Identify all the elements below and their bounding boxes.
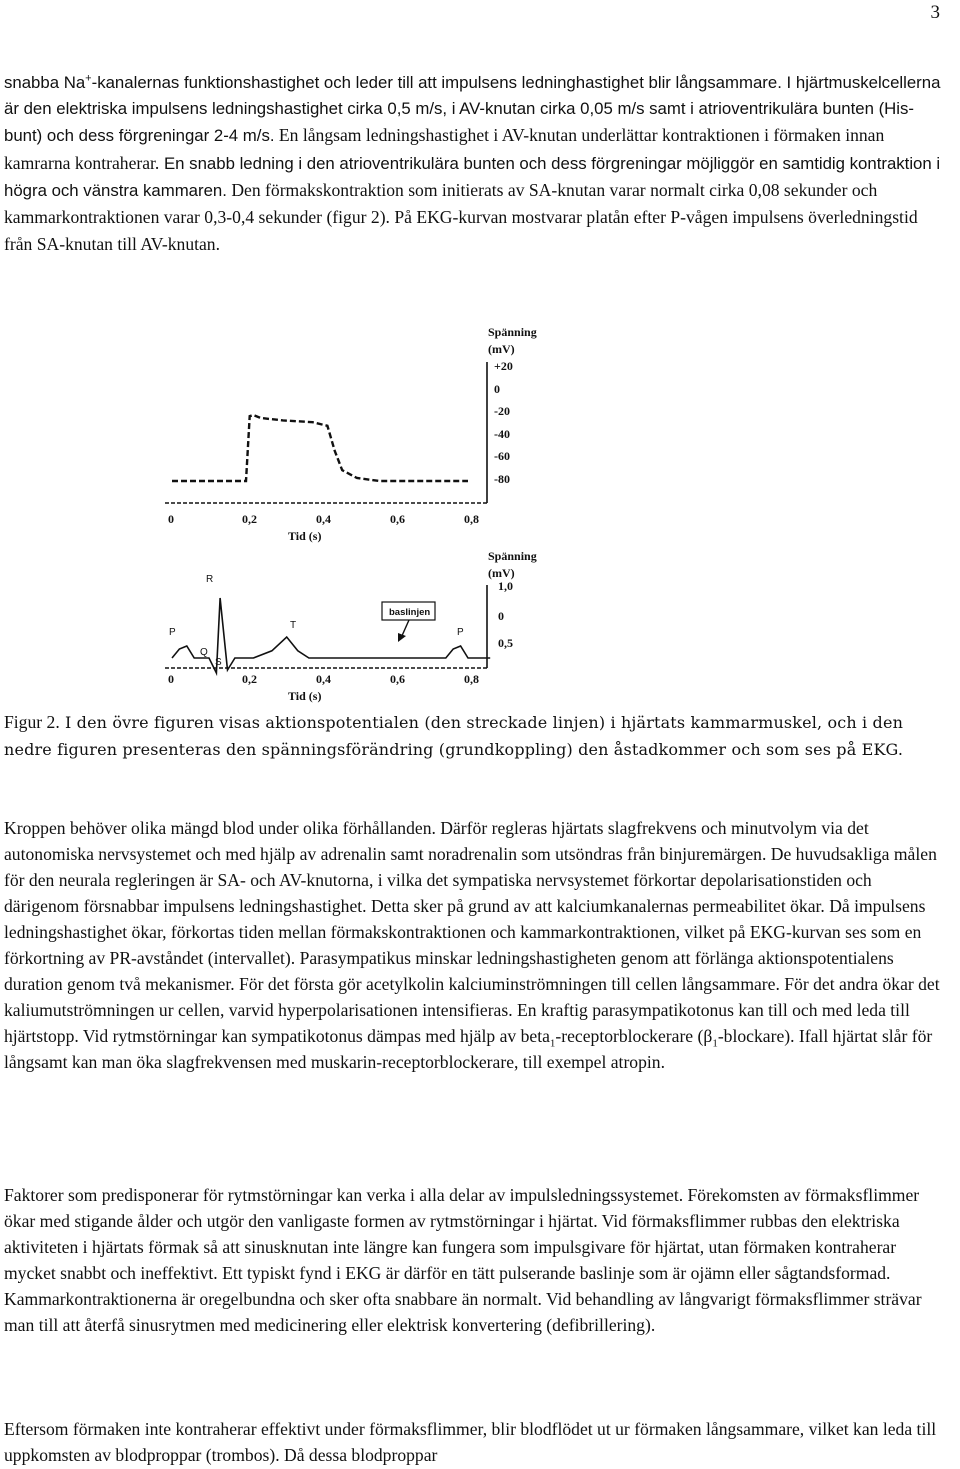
p2-subscript-1: 1: [549, 1037, 556, 1050]
paragraph-4: Eftersom förmaken inte kontraherar effektivt under förmaksflimmer, blir blodflödet ut ur förmaken långsammare, vilket kan leda till uppkomsten av blodproppar (trombos). Då dessa blodproppar: [4, 1419, 937, 1465]
top-y-tick-label: -80: [494, 472, 510, 486]
ekg-wave-label: P: [169, 627, 176, 638]
bottom-x-tick-label: 0,6: [390, 672, 405, 686]
bottom-y-tick-label: 0,5: [498, 636, 513, 650]
ekg-chart: [165, 549, 537, 703]
top-y-tick-label: 0: [494, 382, 500, 396]
bottom-x-axis-label: Tid (s): [288, 689, 322, 703]
p2-subscript-2: 1: [712, 1037, 718, 1050]
top-x-axis-label: Tid (s): [288, 529, 322, 543]
p2-text-3: -blockare). Ifall hjärtat slår för långsamt kan man öka slagfrekvensen med muskarin-receptorblockerare, till exempel atropin.: [4, 1026, 933, 1072]
bottom-y-axis-title-1: Spänning: [488, 549, 537, 563]
p1-text-4: En snabb ledning i den atrioventrikulära bunten och dess förgreningar möjliggör en samtidig kontraktion i högra och vänstra kammaren.: [4, 153, 941, 200]
caption-label: Figur 2.: [4, 712, 60, 732]
top-y-tick-label: -20: [494, 404, 510, 418]
page-number: 3: [930, 2, 940, 23]
paragraph-1: [4, 70, 944, 258]
caption-text: I den övre figuren visas aktionspotentialen (den streckade linjen) i hjärtats kammarmuskel, och i den nedre figuren presenteras den spänningsförändring (grundkoppling) den åstadkommer och som ses på EKG.: [4, 713, 904, 759]
p2-text-2: -receptorblockerare (β: [555, 1026, 713, 1046]
bottom-y-axis-title-2: (mV): [488, 566, 515, 580]
ekg-wave-label: Q: [200, 647, 208, 658]
top-y-axis-title-1: Spänning: [488, 325, 537, 339]
top-x-tick-label: 0,8: [464, 512, 479, 526]
bottom-y-tick-label: 1,0: [498, 579, 513, 593]
top-y-tick-label: -40: [494, 427, 510, 441]
baseline-label: baslinjen: [389, 607, 431, 618]
action-potential-chart: [165, 325, 537, 543]
bottom-x-tick-label: 0,2: [242, 672, 257, 686]
figure-2: [160, 320, 560, 705]
top-x-tick-label: 0,2: [242, 512, 257, 526]
ekg-wave-label: R: [206, 574, 214, 585]
p1-text-1: snabba Na: [4, 73, 86, 92]
p1-text-2: -kanalernas funktionshastighet och leder till att impulsens ledninghastighet blir långsammare. I hjärtmuskelcellerna är den elektriska impulsens ledningshastighet cirka 0,5 m/s, i AV-knutan cirka 0,05 m/s samt i atrioventrikulära bunten (His-bunt) och dess förgreningar 2-4 m/s.: [4, 73, 941, 146]
p2-text-1: Kroppen behöver olika mängd blod under olika förhållanden. Därför regleras hjärtats slagfrekvens och minutvolym via det autonomiska nervsystemet och med hjälp av adrenalin samt noradrenalin som utsöndras från binjuremärgen. De huvudsakliga målen för den neurala regleringen är SA- och AV-knutorna, i vilka det sympatiska nervsystemet förkortar depolarisationstiden och därigenom försnabbar impulsens ledningshastighet. Detta sker på grund av att kalciumkanalernas permeabilitet ökar. Då impulsens ledningshastighet ökar, förkortas tiden mellan förmakskontraktionen och kammarkontraktionen, vilket på EKG-kurvan ses som en förkortning av PR-avståndet (intervallet). Parasympatikus minskar ledningshastigheten genom att förlänga aktionspotentialens duration genom två mekanismer. För det första gör acetylkolin kalciuminströmningen till cellen långsammare. För det andra ökar det kaliumutströmningen ur cellen, varvid hyperpolarisationen intensifieras. En kraftig parasympatikotonus kan till och med leda till hjärtstopp. Vid rytmstörningar kan sympatikotonus dämpas med hjälp av beta: [4, 818, 940, 1046]
top-x-tick-label: 0: [168, 512, 174, 526]
top-y-axis-title-2: (mV): [488, 342, 515, 356]
ekg-wave-label: S: [215, 657, 222, 668]
bottom-x-tick-label: 0,4: [316, 672, 331, 686]
figure-2-svg: [160, 320, 560, 705]
p1-text-5: Den förmakskontraktion som initierats av SA-knutan varar normalt cirka 0,08 sekunder och kammarkontraktionen varar 0,3-0,4 sekunder (figur 2). På EKG-kurvan mostvarar platån efter P-vågen impulsens överledningstid från SA-knutan till AV-knutan.: [4, 179, 918, 255]
figure-caption: [4, 709, 944, 763]
bottom-x-tick-label: 0,8: [464, 672, 479, 686]
top-x-tick-label: 0,6: [390, 512, 405, 526]
p1-superscript: +: [85, 72, 92, 85]
bottom-x-tick-label: 0: [168, 672, 174, 686]
top-y-tick-label: -60: [494, 449, 510, 463]
top-x-tick-label: 0,4: [316, 512, 331, 526]
bottom-y-tick-label: 0: [498, 609, 504, 623]
p1-text-3: En långsam ledningshastighet i AV-knutan underlättar kontraktionen i förmaken innan kamrarna kontraherar.: [4, 125, 885, 173]
paragraph-3: Faktorer som predisponerar för rytmstörningar kan verka i alla delar av impulsledningssystemet. Förekomsten av förmaksflimmer ökar med stigande ålder och utgör den vanligaste formen av rytmstörningar i hjärtat. Vid förmaksflimmer rubbas den elektriska aktiviteten i hjärtats förmak så att sinusknutan inte längre kan fungera som impulsgivare för hjärtat, utan förmaken kontraherar mycket snabbt och ineffektivt. Ett typiskt fynd i EKG är därför en tätt pulserande baslinje som är ojämn eller sågtandsformad. Kammarkontraktionerna är oregelbundna och sker ofta snabbare än normalt. Vid behandling av långvarigt förmaksflimmer strävar man till att återfå sinusrytmen med medicinering eller elektrisk konvertering (defibrillering).: [4, 1185, 922, 1335]
paragraph-2: [4, 815, 944, 1075]
top-y-tick-label: +20: [494, 359, 513, 373]
action-potential-line: [172, 415, 468, 481]
ekg-wave-label: P: [457, 627, 464, 638]
ekg-wave-label: T: [290, 620, 297, 631]
